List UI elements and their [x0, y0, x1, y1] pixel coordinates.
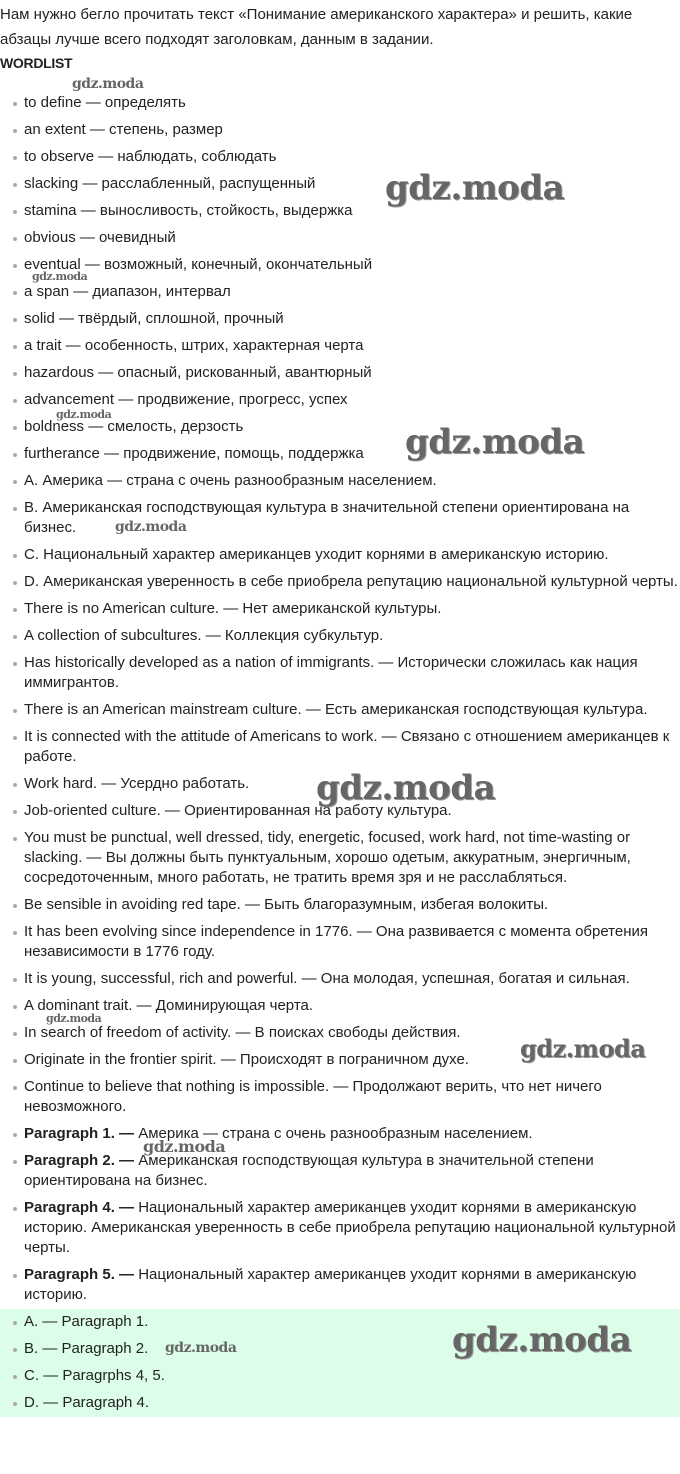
- paragraph-label: Paragraph 2. —: [24, 1152, 135, 1169]
- paragraph-item: [0, 1121, 680, 1148]
- watermark: gdz.moda: [72, 76, 144, 92]
- wordlist-item: solid — твёрдый, сплошной, прочный: [0, 306, 680, 333]
- wordlist-item: slacking — расслабленный, распущенный: [0, 171, 680, 198]
- paragraphs-list: [0, 1121, 680, 1309]
- paragraph-label: Paragraph 1. —: [24, 1125, 135, 1142]
- wordlist-item: boldness — смелость, дерзость: [0, 414, 680, 441]
- phrase-item: Continue to believe that nothing is impossible. — Продолжают верить, что нет ничего невозможного.: [0, 1074, 680, 1121]
- paragraph-item: [0, 1195, 680, 1262]
- paragraph-item: [0, 1262, 680, 1309]
- paragraph-text: Национальный характер американцев уходит корнями в американскую историю. Американская уверенность в себе приобрела репутацию национальной культурной черты.: [24, 1199, 676, 1256]
- watermark: gdz.moda: [115, 519, 187, 535]
- watermark: gdz.moda: [316, 768, 496, 808]
- wordlist-item: obvious — очевидный: [0, 225, 680, 252]
- answers-list: [0, 1309, 680, 1417]
- phrase-item: It is connected with the attitude of Americans to work. — Связано с отношением американцев к работе.: [0, 724, 680, 771]
- answer-item: D. — Paragraph 4.: [0, 1390, 680, 1417]
- wordlist-item: to define — определять: [0, 90, 680, 117]
- phrases-list: [0, 596, 680, 1121]
- wordlist-item: a trait — особенность, штрих, характерная черта: [0, 333, 680, 360]
- heading-item: B. Американская господствующая культура в значительной степени ориентирована на бизнес.: [0, 495, 680, 542]
- phrase-item: Work hard. — Усердно работать.: [0, 771, 680, 798]
- watermark: gdz.moda: [520, 1034, 646, 1063]
- wordlist: [0, 90, 680, 468]
- paragraph-label: Paragraph 5. —: [24, 1266, 135, 1283]
- phrase-item: A collection of subcultures. — Коллекция субкультур.: [0, 623, 680, 650]
- watermark: gdz.moda: [452, 1320, 632, 1360]
- phrase-item: It is young, successful, rich and powerful. — Она молодая, успешная, богатая и сильная.: [0, 966, 680, 993]
- answer-item: B. — Paragraph 2.: [0, 1336, 680, 1363]
- intro-text: Нам нужно бегло прочитать текст «Понимание американского характера» и решить, какие абзацы лучше всего подходят заголовкам, данным в задании.: [0, 6, 633, 48]
- paragraph-text: Национальный характер американцев уходит корнями в американскую историю.: [24, 1266, 637, 1303]
- phrase-item: A dominant trait. — Доминирующая черта.: [0, 993, 680, 1020]
- wordlist-heading: WORDLIST: [0, 55, 73, 71]
- phrase-item: It has been evolving since independence in 1776. — Она развивается с момента обретения независимости в 1776 году.: [0, 919, 680, 966]
- wordlist-item: eventual — возможный, конечный, окончательный: [0, 252, 680, 279]
- phrase-item: There is no American culture. — Нет американской культуры.: [0, 596, 680, 623]
- phrase-item: In search of freedom of activity. — В поисках свободы действия.: [0, 1020, 680, 1047]
- answer-item: C. — Paragrphs 4, 5.: [0, 1363, 680, 1390]
- paragraph-text: Американская господствующая культура в значительной степени ориентирована на бизнес.: [24, 1152, 594, 1189]
- phrase-item: Has historically developed as a nation of immigrants. — Исторически сложилась как нация иммигрантов.: [0, 650, 680, 697]
- paragraph-text: Америка — страна с очень разнообразным населением.: [134, 1125, 533, 1142]
- wordlist-item: an extent — степень, размер: [0, 117, 680, 144]
- answer-item: A. — Paragraph 1.: [0, 1309, 680, 1336]
- watermark: gdz.moda: [143, 1137, 226, 1156]
- watermark: gdz.moda: [405, 422, 585, 462]
- headings-list: [0, 468, 680, 596]
- wordlist-item: stamina — выносливость, стойкость, выдержка: [0, 198, 680, 225]
- wordlist-item: to observe — наблюдать, соблюдать: [0, 144, 680, 171]
- wordlist-item: furtherance — продвижение, помощь, поддержка: [0, 441, 680, 468]
- watermark: gdz.moda: [46, 1012, 102, 1025]
- phrase-item: You must be punctual, well dressed, tidy, energetic, focused, work hard, not time-wasting or slacking. — Вы должны быть пунктуальным, хорошо одетым, аккуратным, энергичным, сосредоточенным, много работать, не тратить время зря и не расслабляться.: [0, 825, 680, 892]
- wordlist-item: advancement — продвижение, прогресс, успех: [0, 387, 680, 414]
- heading-item: A. Америка — страна с очень разнообразным населением.: [0, 468, 680, 495]
- watermark: gdz.moda: [165, 1340, 237, 1356]
- phrase-item: Be sensible in avoiding red tape. — Быть благоразумным, избегая волокиты.: [0, 892, 680, 919]
- watermark: gdz.moda: [32, 270, 88, 283]
- heading-item: C. Национальный характер американцев уходит корнями в американскую историю.: [0, 542, 680, 569]
- paragraph-label: Paragraph 4. —: [24, 1199, 135, 1216]
- phrase-item: Job-oriented culture. — Ориентированная на работу культура.: [0, 798, 680, 825]
- wordlist-item: a span — диапазон, интервал: [0, 279, 680, 306]
- phrase-item: Originate in the frontier spirit. — Происходят в пограничном духе.: [0, 1047, 680, 1074]
- wordlist-item: hazardous — опасный, рискованный, авантюрный: [0, 360, 680, 387]
- phrase-item: There is an American mainstream culture. — Есть американская господствующая культура.: [0, 697, 680, 724]
- heading-item: D. Американская уверенность в себе приобрела репутацию национальной культурной черты.: [0, 569, 680, 596]
- watermark: gdz.moda: [385, 168, 565, 208]
- watermark: gdz.moda: [56, 408, 112, 421]
- paragraph-item: [0, 1148, 680, 1195]
